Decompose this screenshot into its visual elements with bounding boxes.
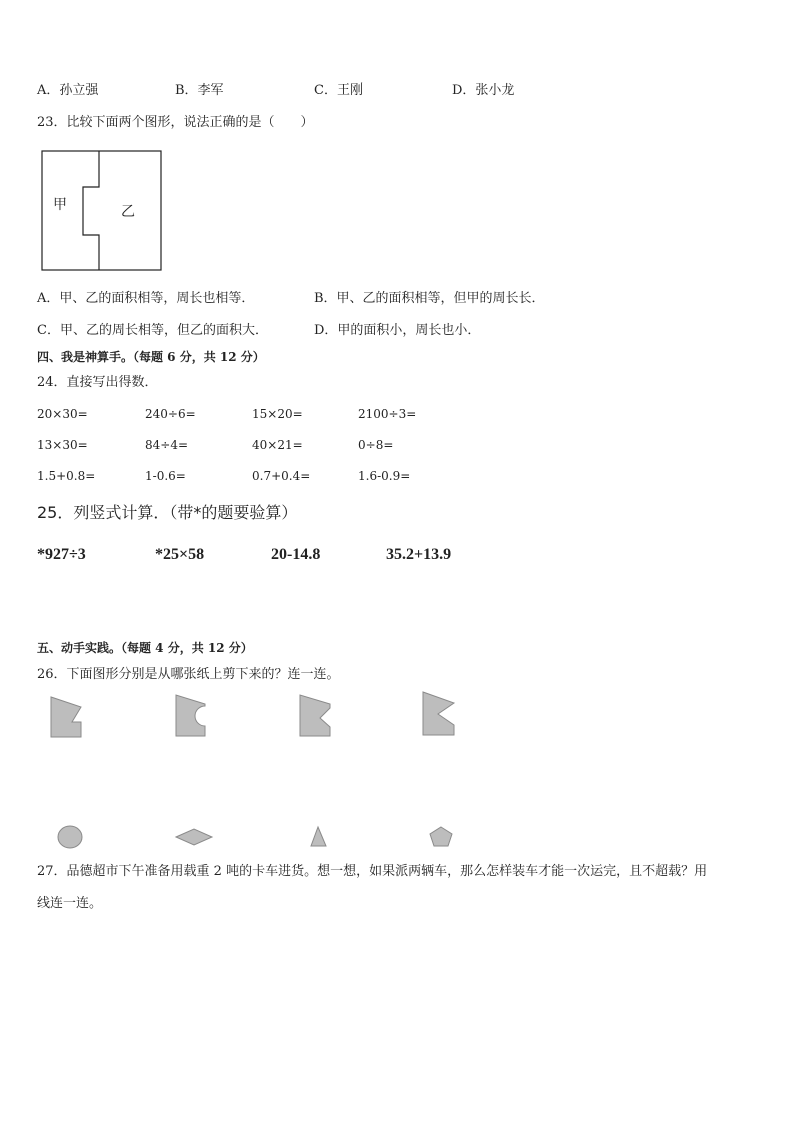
q22-option-c: C．王刚: [314, 83, 363, 98]
q23-divider-line: [83, 151, 99, 270]
section4-title: 四、我是神算手。（每题 6 分，共 12 分）: [37, 350, 265, 364]
rhombus-shape: [176, 829, 212, 845]
section5-title: 五、动手实践。（每题 4 分，共 12 分）: [37, 641, 253, 655]
q27-line2: 线连一连。: [37, 896, 103, 911]
q24-cell: 1.6-0.9=: [358, 469, 411, 483]
q24-cell: 240÷6=: [145, 407, 196, 421]
q23-option-d: D．甲的面积小，周长也小．: [314, 323, 481, 338]
q25-item: 35.2+13.9: [386, 546, 452, 563]
q22-option-a: A．孙立强: [37, 83, 99, 98]
triangle-shape: [311, 827, 326, 846]
q23-option-b: B．甲、乙的面积相等，但甲的周长长．: [314, 291, 545, 306]
paper-piece-1: [51, 697, 81, 737]
q24-cell: 40×21=: [252, 438, 303, 452]
q23-option-a: A．甲、乙的面积相等，周长也相等．: [37, 291, 255, 306]
q24-cell: 20×30=: [37, 407, 88, 421]
paper-piece-2: [176, 695, 205, 736]
q24-cell: 13×30=: [37, 438, 88, 452]
q23-label-jia: 甲: [53, 197, 67, 213]
q25-item: 20-14.8: [271, 546, 321, 563]
paper-piece-3: [300, 695, 330, 736]
q24-cell: 0.7+0.4=: [252, 469, 311, 483]
circle-shape: [58, 826, 82, 848]
q22-option-b: B．李军: [175, 83, 224, 98]
q23-label-yi: 乙: [121, 204, 135, 220]
q24-cell: 1-0.6=: [145, 469, 186, 483]
q24-cell: 0÷8=: [358, 438, 394, 452]
q24-cell: 84÷4=: [145, 438, 189, 452]
q24-question: 24．直接写出得数．: [37, 375, 158, 390]
pentagon-shape: [430, 827, 452, 846]
q24-cell: 1.5+0.8=: [37, 469, 96, 483]
q25-item: *927÷3: [37, 546, 86, 563]
q23-option-c: C．甲、乙的周长相等，但乙的面积大．: [37, 323, 268, 338]
q25-question: 25．列竖式计算．（带*的题要验算）: [37, 503, 298, 522]
q25-item: *25×58: [155, 546, 205, 563]
paper-piece-4: [423, 692, 454, 735]
q26-question: 26．下面图形分别是从哪张纸上剪下来的？连一连。: [37, 667, 340, 682]
q23-question: 23．比较下面两个图形，说法正确的是（ ）: [37, 115, 314, 130]
q27-line1: 27．品德超市下午准备用载重 2 吨的卡车进货。想一想，如果派两辆车，那么怎样装车才能一次运完，且不超载？用: [37, 864, 708, 879]
q24-cell: 2100÷3=: [358, 407, 417, 421]
q22-option-d: D．张小龙: [452, 83, 515, 98]
q24-cell: 15×20=: [252, 407, 303, 421]
